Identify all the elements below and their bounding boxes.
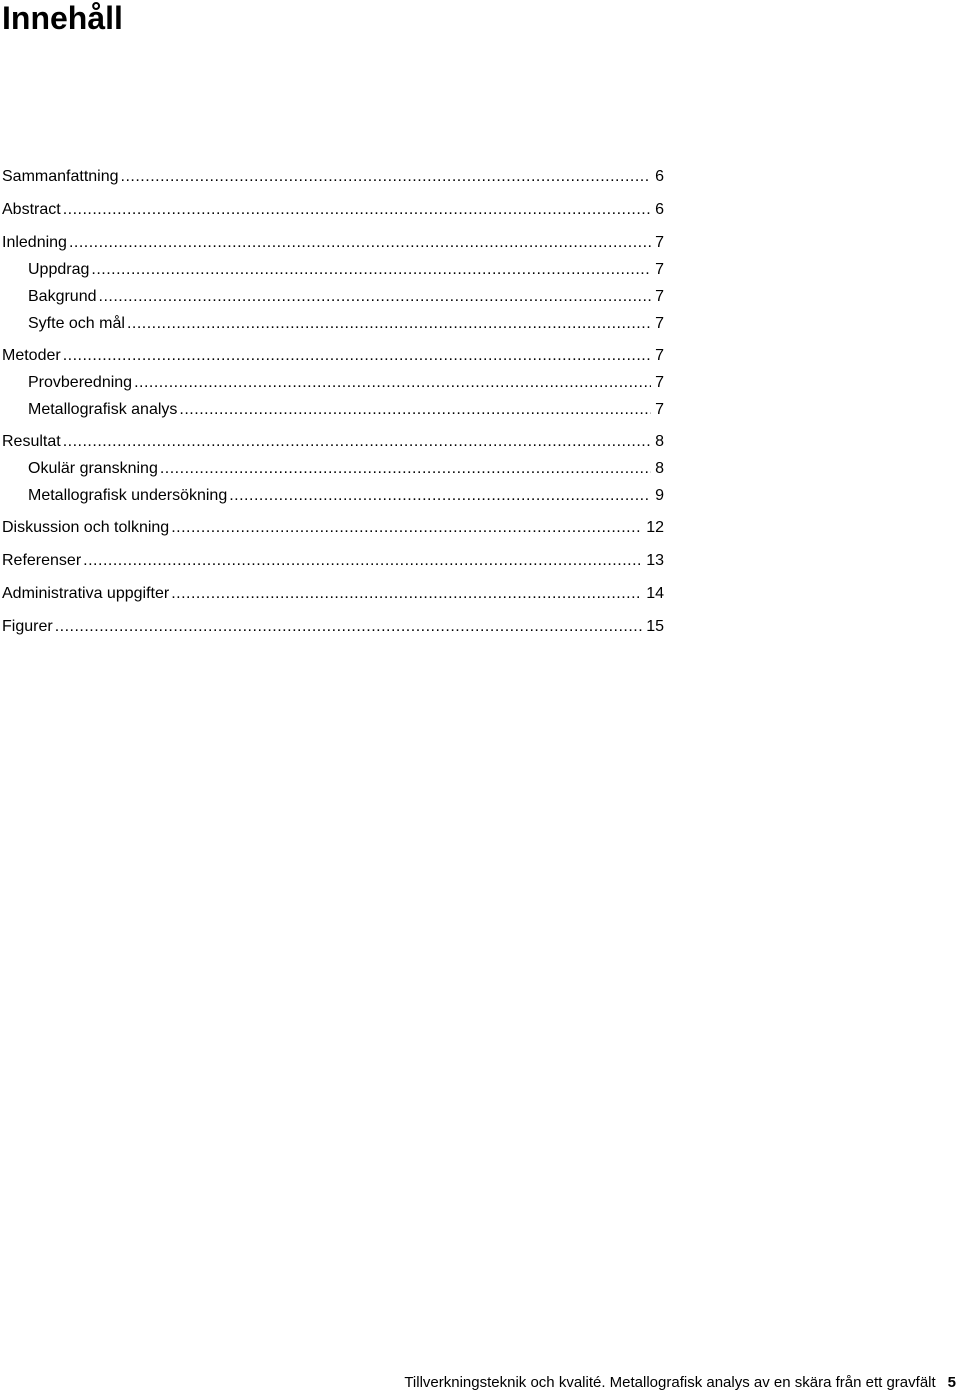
dot-leader — [91, 259, 651, 281]
toc-entry-page: 12 — [646, 519, 664, 536]
toc-entry-diskussion-och-tolkning[interactable] — [2, 517, 664, 539]
toc-entry-label: Resultat — [2, 433, 61, 450]
toc-entry-figurer[interactable] — [2, 616, 664, 638]
toc-entry-page: 7 — [655, 261, 664, 278]
page-footer — [404, 1373, 956, 1393]
dot-leader — [171, 583, 642, 605]
toc-entry-label: Referenser — [2, 552, 82, 569]
toc-entry-page: 13 — [646, 552, 664, 569]
dot-leader — [121, 166, 652, 188]
toc-entry-page: 7 — [655, 401, 664, 418]
dot-leader — [127, 313, 651, 335]
toc-entry-page: 7 — [655, 347, 664, 364]
toc-entry-page: 8 — [655, 433, 664, 450]
toc-entry-page: 7 — [655, 288, 664, 305]
toc-entry-provberedning[interactable] — [28, 372, 664, 394]
toc-entry-label: Inledning — [2, 234, 67, 251]
toc-entry-label: Uppdrag — [28, 261, 90, 278]
dot-leader — [63, 345, 651, 367]
dot-leader — [63, 431, 651, 453]
toc-entry-page: 8 — [655, 460, 664, 477]
dot-leader — [63, 199, 651, 221]
toc-entry-label: Syfte och mål — [28, 315, 125, 332]
toc-entry-label: Metallografisk analys — [28, 401, 178, 418]
dot-leader — [179, 399, 651, 421]
toc-entry-referenser[interactable] — [2, 550, 664, 572]
toc-entry-page: 14 — [646, 585, 664, 602]
toc-entry-label: Bakgrund — [28, 288, 97, 305]
dot-leader — [160, 458, 651, 480]
toc-entry-page: 6 — [655, 201, 664, 218]
toc-entry-resultat[interactable] — [2, 431, 664, 453]
toc-entry-uppdrag[interactable] — [28, 259, 664, 281]
dot-leader — [171, 517, 642, 539]
toc-entry-administrativa-uppgifter[interactable] — [2, 583, 664, 605]
page-title: Innehåll — [2, 0, 123, 36]
toc-entry-page: 7 — [655, 234, 664, 251]
toc-entry-abstract[interactable] — [2, 199, 664, 221]
footer-page-number: 5 — [947, 1374, 956, 1391]
toc-entry-page: 9 — [655, 487, 664, 504]
toc-entry-label: Abstract — [2, 201, 61, 218]
toc-entry-page: 15 — [646, 618, 664, 635]
dot-leader — [99, 286, 652, 308]
dot-leader — [83, 550, 642, 572]
toc-entry-label: Sammanfattning — [2, 168, 119, 185]
toc-entry-metoder[interactable] — [2, 345, 664, 367]
dot-leader — [55, 616, 643, 638]
toc-entry-label: Diskussion och tolkning — [2, 519, 170, 536]
toc-entry-label: Administrativa uppgifter — [2, 585, 170, 602]
toc-entry-label: Okulär granskning — [28, 460, 158, 477]
toc-entry-label: Figurer — [2, 618, 53, 635]
toc-entry-metallografisk-undersokning[interactable] — [28, 485, 664, 507]
toc-entry-inledning[interactable] — [2, 232, 664, 254]
toc-entry-label: Metoder — [2, 347, 61, 364]
toc-entry-page: 7 — [655, 374, 664, 391]
dot-leader — [229, 485, 651, 507]
toc-entry-bakgrund[interactable] — [28, 286, 664, 308]
dot-leader — [69, 232, 651, 254]
toc-entry-page: 7 — [655, 315, 664, 332]
toc-entry-label: Provberedning — [28, 374, 133, 391]
footer-text: Tillverkningsteknik och kvalité. Metallografisk analys av en skära från ett gravfält — [404, 1374, 936, 1391]
toc-entry-okular-granskning[interactable] — [28, 458, 664, 480]
dot-leader — [134, 372, 651, 394]
toc-entry-metallografisk-analys[interactable] — [28, 399, 664, 421]
toc-entry-sammanfattning[interactable] — [2, 166, 664, 188]
toc-entry-syfte-och-mal[interactable] — [28, 313, 664, 335]
toc-entry-label: Metallografisk undersökning — [28, 487, 228, 504]
toc-entry-page: 6 — [655, 168, 664, 185]
